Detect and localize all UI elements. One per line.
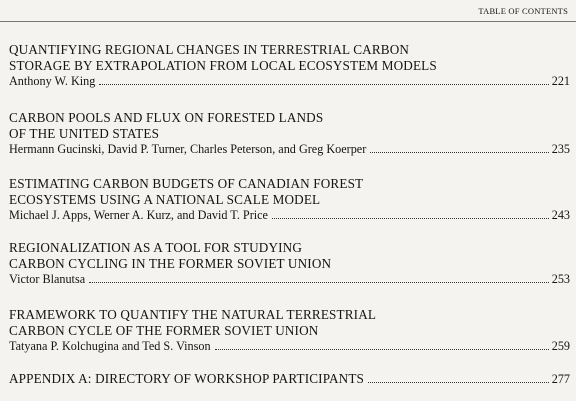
entry-title-line: CARBON POOLS AND FLUX ON FORESTED LANDS <box>9 110 324 125</box>
entry-page-number: 235 <box>551 142 570 156</box>
entry-title-line: OF THE UNITED STATES <box>9 126 160 141</box>
toc-entry[interactable] <box>9 240 570 287</box>
entry-author-line <box>9 208 570 223</box>
dot-leader <box>370 151 548 153</box>
appendix-line <box>9 371 570 387</box>
entry-page-number: 243 <box>551 208 570 222</box>
entry-title-line: ECOSYSTEMS USING A NATIONAL SCALE MODEL <box>9 192 321 207</box>
entry-title-line: QUANTIFYING REGIONAL CHANGES IN TERRESTRIAL CARBON <box>9 42 410 57</box>
entry-authors: Hermann Gucinski, David P. Turner, Charles Peterson, and Greg Koerper <box>9 142 367 156</box>
entry-title-line: ESTIMATING CARBON BUDGETS OF CANADIAN FOREST <box>9 176 364 191</box>
entry-title-line: CARBON CYCLING IN THE FORMER SOVIET UNION <box>9 256 332 271</box>
entry-authors: Michael J. Apps, Werner A. Kurz, and David T. Price <box>9 208 268 222</box>
toc-appendix-entry[interactable] <box>9 371 570 387</box>
entry-authors: Victor Blanutsa <box>9 272 86 286</box>
entry-author-line <box>9 339 570 354</box>
dot-leader <box>99 83 548 85</box>
toc-entry[interactable] <box>9 42 570 89</box>
entry-page-number: 253 <box>551 272 570 286</box>
dot-leader <box>272 217 549 219</box>
toc-entry[interactable] <box>9 307 570 354</box>
dot-leader <box>89 281 549 283</box>
dot-leader <box>215 348 549 350</box>
entry-title-line: STORAGE BY EXTRAPOLATION FROM LOCAL ECOSYSTEM MODELS <box>9 58 437 73</box>
toc-entry[interactable] <box>9 176 570 223</box>
entry-authors: Tatyana P. Kolchugina and Ted S. Vinson <box>9 339 211 353</box>
entry-title-line: FRAMEWORK TO QUANTIFY THE NATURAL TERRESTRIAL <box>9 307 377 322</box>
appendix-title: APPENDIX A: DIRECTORY OF WORKSHOP PARTICIPANTS <box>9 371 365 386</box>
entry-page-number: 221 <box>551 74 570 88</box>
dot-leader <box>368 381 549 383</box>
entry-authors: Anthony W. King <box>9 74 96 88</box>
entry-page-number: 259 <box>551 339 570 353</box>
entry-author-line <box>9 142 570 157</box>
header-rule <box>0 21 576 22</box>
appendix-page-number: 277 <box>551 372 570 386</box>
entry-author-line <box>9 272 570 287</box>
entry-title-line: REGIONALIZATION AS A TOOL FOR STUDYING <box>9 240 303 255</box>
entry-author-line <box>9 74 570 89</box>
entry-title-line: CARBON CYCLE OF THE FORMER SOVIET UNION <box>9 323 319 338</box>
toc-entry[interactable] <box>9 110 570 157</box>
running-header: TABLE OF CONTENTS <box>478 6 568 16</box>
